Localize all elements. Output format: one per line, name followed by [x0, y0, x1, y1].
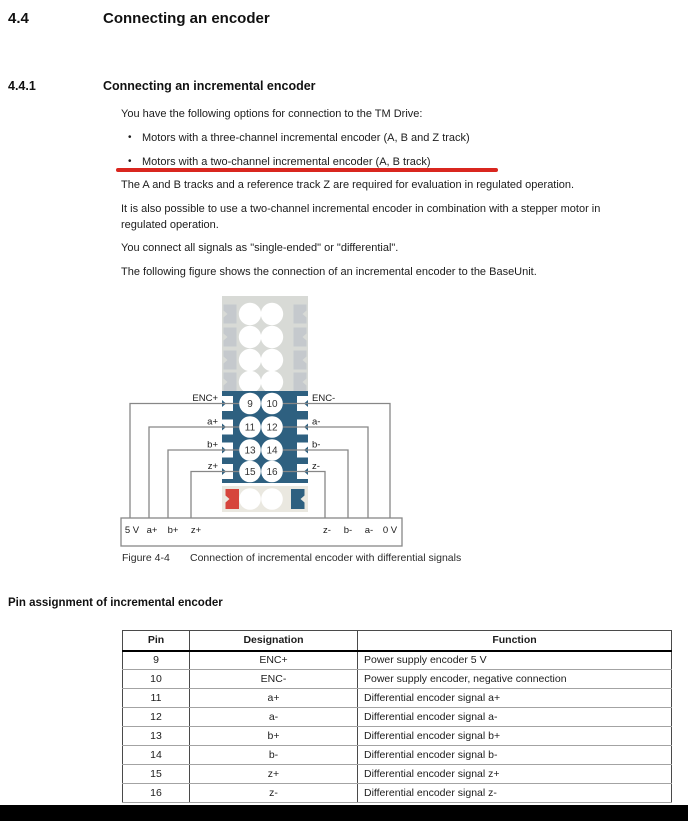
cell-designation: a+ [190, 689, 358, 708]
label-b-minus: b- [312, 439, 321, 451]
cell-function: Differential encoder signal z- [358, 784, 672, 803]
figure-caption-text: Connection of incremental encoder with differential signals [190, 552, 462, 564]
paragraph-figure-ref: The following figure shows the connection of an incremental encoder to the BaseUnit. [121, 266, 537, 278]
pin-number-13: 13 [244, 445, 256, 457]
box-label-z-minus: z- [323, 525, 331, 536]
label-enc-minus: ENC- [312, 393, 336, 404]
box-label-5v: 5 V [124, 525, 140, 536]
pin-number-14: 14 [266, 445, 278, 457]
cell-pin: 9 [123, 651, 190, 670]
cell-function: Power supply encoder, negative connection [358, 670, 672, 689]
pin-number-10: 10 [266, 399, 278, 410]
table-row [123, 746, 672, 765]
table-row [123, 708, 672, 727]
label-b-plus: b+ [207, 439, 218, 451]
cell-designation: z- [190, 784, 358, 803]
page-bottom-bar [0, 805, 688, 821]
cell-designation: b+ [190, 727, 358, 746]
bullet-text: Motors with a three-channel incremental encoder (A, B and Z track) [142, 132, 470, 144]
paragraph-tracks: The A and B tracks and a reference track Z are required for evaluation in regulated operation. [121, 179, 575, 191]
table-header-row [123, 631, 672, 651]
cell-pin: 14 [123, 746, 190, 765]
cell-function: Differential encoder signal b+ [358, 727, 672, 746]
bullet-glyph: • [128, 132, 132, 143]
box-label-b-minus: b- [343, 525, 353, 536]
intro-paragraph: You have the following options for connection to the TM Drive: [121, 108, 423, 120]
pin-assignment-heading: Pin assignment of incremental encoder [8, 597, 223, 609]
subsection-heading [8, 79, 316, 93]
table-row [123, 784, 672, 803]
label-z-minus: z- [312, 461, 320, 472]
pin-number-11: 11 [244, 422, 256, 434]
cell-designation: ENC+ [190, 651, 358, 670]
pin-number-12: 12 [266, 422, 278, 434]
cell-pin: 13 [123, 727, 190, 746]
label-enc-plus: ENC+ [192, 393, 218, 404]
column-header-designation: Designation [190, 631, 358, 651]
cell-function: Differential encoder signal a- [358, 708, 672, 727]
pin-number-9: 9 [247, 399, 253, 410]
figure-caption-label: Figure 4-4 [122, 552, 170, 564]
box-label-b-plus: b+ [167, 525, 179, 536]
box-label-z-plus: z+ [190, 525, 202, 536]
box-label-0v: 0 V [382, 525, 398, 536]
cell-designation: ENC- [190, 670, 358, 689]
cell-designation: b- [190, 746, 358, 765]
pin-number-16: 16 [266, 467, 278, 478]
table-row [123, 765, 672, 784]
bullet-text: Motors with a two-channel incremental encoder (A, B track) [142, 156, 431, 168]
section-heading [8, 10, 270, 27]
paragraph-stepper: It is also possible to use a two-channel incremental encoder in combination with a stepper motor in regulated operation. [121, 203, 601, 231]
cell-pin: 10 [123, 670, 190, 689]
cell-pin: 15 [123, 765, 190, 784]
section-title: Connecting an encoder [103, 10, 270, 27]
paragraph-signals: You connect all signals as "single-ended" or "differential". [121, 242, 399, 254]
cell-function: Differential encoder signal a+ [358, 689, 672, 708]
pin-assignment-table [122, 630, 672, 803]
label-a-minus: a- [312, 416, 321, 428]
cell-pin: 11 [123, 689, 190, 708]
label-a-plus: a+ [207, 416, 218, 428]
encoder-box [121, 518, 402, 546]
cell-pin: 16 [123, 784, 190, 803]
cell-function: Power supply encoder 5 V [358, 651, 672, 670]
bullet-glyph: • [128, 156, 132, 167]
label-z-plus: z+ [207, 461, 218, 472]
table-row [123, 651, 672, 670]
table-row [123, 727, 672, 746]
box-label-a-minus: a- [364, 525, 374, 536]
column-header-function: Function [358, 631, 672, 651]
subsection-title: Connecting an incremental encoder [103, 79, 316, 93]
box-label-a-plus: a+ [146, 525, 158, 536]
red-highlight-underline [116, 168, 498, 172]
encoder-connection-diagram [0, 290, 688, 550]
cell-designation: z+ [190, 765, 358, 784]
bullet-item-three-channel [128, 130, 470, 146]
cell-pin: 12 [123, 708, 190, 727]
figure-caption [122, 552, 461, 564]
table-row [123, 689, 672, 708]
section-number: 4.4 [8, 10, 29, 27]
cell-function: Differential encoder signal b- [358, 746, 672, 765]
pin-number-15: 15 [244, 467, 256, 478]
table-row [123, 670, 672, 689]
column-header-pin: Pin [123, 631, 190, 651]
cell-designation: a- [190, 708, 358, 727]
subsection-number: 4.4.1 [8, 79, 36, 93]
cell-function: Differential encoder signal z+ [358, 765, 672, 784]
